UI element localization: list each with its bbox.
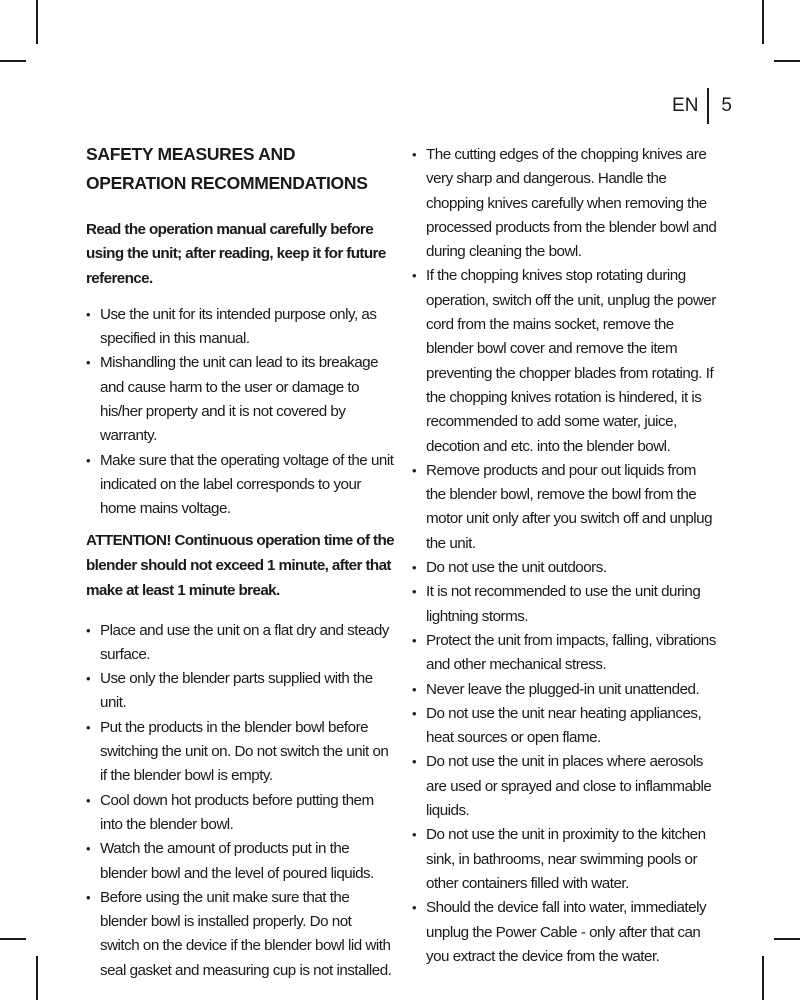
crop-mark-bottom-left-vertical [36,956,38,1000]
crop-mark-top-right-vertical [762,0,764,44]
list-item: • Do not use the unit outdoors. [412,556,717,580]
right-column [412,143,717,969]
header-divider [707,88,709,124]
language-code: EN [672,95,699,116]
list-item: • Never leave the plugged-in unit unattended. [412,678,717,702]
lead-paragraph: Read the operation manual carefully before using the unit; after reading, keep it for future reference. [86,221,386,287]
list-item: • Put the products in the blender bowl before switching the unit on. Do not switch the unit on if the blender bowl is empty. [86,716,394,789]
bullet-list-2 [86,619,394,983]
list-item: • Make sure that the operating voltage of the unit indicated on the label corresponds to your home mains voltage. [86,449,394,522]
list-item: • Do not use the unit near heating appliances, heat sources or open flame. [412,702,717,751]
crop-mark-top-left-horizontal [0,60,26,62]
page-number: 5 [721,95,732,116]
list-item: • It is not recommended to use the unit during lightning storms. [412,580,717,629]
page-header [672,88,732,124]
bullet-list-3 [412,143,717,969]
list-item: • Should the device fall into water, immediately unplug the Power Cable - only after that can you extract the device from the water. [412,896,717,969]
section-title: SAFETY MEASURES AND OPERATION RECOMMENDATIONS [86,144,368,193]
list-item: • Watch the amount of products put in the blender bowl and the level of poured liquids. [86,837,394,886]
list-item: • Before using the unit make sure that the blender bowl is installed properly. Do not switch on the device if the blender bowl lid with seal gasket and measuring cup is not installed. [86,886,394,983]
list-item: • If the chopping knives stop rotating during operation, switch off the unit, unplug the power cord from the mains socket, remove the blender bowl cover and remove the item preventing the chopper blades from rotating. If the chopping knives rotation is hindered, it is recommended to add some water, juice, decotion and etc. into the blender bowl. [412,264,717,458]
crop-mark-top-right-horizontal [774,60,800,62]
list-item: • The cutting edges of the chopping knives are very sharp and dangerous. Handle the chopping knives carefully when removing the processed products from the blender bowl and during cleaning the bowl. [412,143,717,264]
list-item: • Protect the unit from impacts, falling, vibrations and other mechanical stress. [412,629,717,678]
list-item: • Use only the blender parts supplied with the unit. [86,667,394,716]
list-item: • Do not use the unit in proximity to the kitchen sink, in bathrooms, near swimming pools or other containers filled with water. [412,823,717,896]
list-item: • Use the unit for its intended purpose only, as specified in this manual. [86,303,394,352]
left-column [86,140,394,983]
crop-mark-bottom-left-horizontal [0,938,26,940]
crop-mark-top-left-vertical [36,0,38,44]
list-item: • Place and use the unit on a flat dry and steady surface. [86,619,394,668]
attention-note: ATTENTION! Continuous operation time of the blender should not exceed 1 minute, after that make at least 1 minute break. [86,531,395,599]
crop-mark-bottom-right-horizontal [774,938,800,940]
list-item: • Remove products and pour out liquids from the blender bowl, remove the bowl from the motor unit only after you switch off and unplug the unit. [412,459,717,556]
list-item: • Cool down hot products before putting them into the blender bowl. [86,789,394,838]
crop-mark-bottom-right-vertical [762,956,764,1000]
list-item: • Do not use the unit in places where aerosols are used or sprayed and close to inflammable liquids. [412,750,717,823]
list-item: • Mishandling the unit can lead to its breakage and cause harm to the user or damage to his/her property and it is not covered by warranty. [86,351,394,448]
bullet-list-1 [86,303,394,522]
